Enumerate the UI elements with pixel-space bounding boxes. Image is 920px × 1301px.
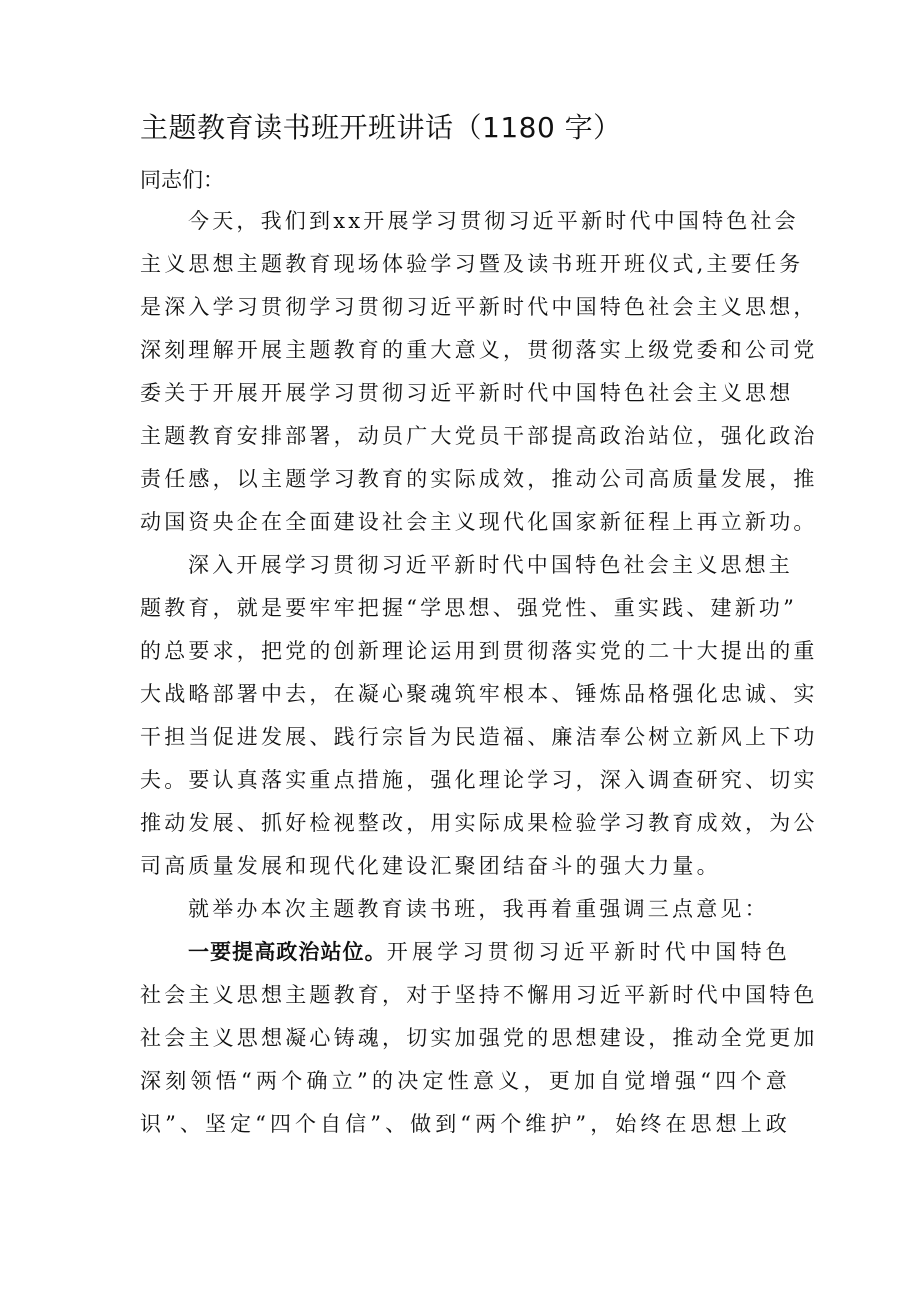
text-line: 深刻理解开展主题教育的重大意义，贯彻落实上级党委和公司党 bbox=[140, 338, 818, 362]
paragraph-4 bbox=[140, 931, 818, 1146]
paragraph-3 bbox=[140, 888, 790, 931]
text-line: 题教育，就是要牢牢把握“学思想、强党性、重实践、建新功” bbox=[140, 596, 798, 620]
text-line bbox=[140, 931, 790, 974]
paragraph-2 bbox=[140, 544, 818, 888]
text-line: 是深入学习贯彻学习贯彻习近平新时代中国特色社会主义思想， bbox=[140, 295, 818, 319]
text-line: 的总要求，把党的创新理论运用到贯彻落实党的二十大提出的重 bbox=[140, 639, 818, 663]
document-title: 主题教育读书班开班讲话（1180 字） bbox=[140, 111, 622, 144]
text-line: 深刻领悟“两个确立”的决定性意义，更加自觉增强“四个意 bbox=[140, 1069, 790, 1093]
paragraph-1 bbox=[140, 200, 818, 544]
text-line: 主义思想主题教育现场体验学习暨及读书班开班仪式,主要任务 bbox=[140, 252, 804, 276]
text-line: 夫。要认真落实重点措施，强化理论学习，深入调查研究、切实 bbox=[140, 768, 818, 792]
text-line: 责任感，以主题学习教育的实际成效，推动公司高质量发展，推 bbox=[140, 467, 818, 491]
text-line: 推动发展、抓好检视整改，用实际成果检验学习教育成效，为公 bbox=[140, 811, 818, 835]
text-line: 今天，我们到xx开展学习贯彻习近平新时代中国特色社会 bbox=[188, 209, 799, 233]
text-line: 社会主义思想凝心铸魂，切实加强党的思想建设，推动全党更加 bbox=[140, 1026, 818, 1050]
text-line: 识”、坚定“四个自信”、做到“两个维护”，始终在思想上政 bbox=[140, 1112, 790, 1136]
text-line: 干担当促进发展、践行宗旨为民造福、廉洁奉公树立新风上下功 bbox=[140, 725, 818, 749]
text-line: 社会主义思想主题教育，对于坚持不懈用习近平新时代中国特色 bbox=[140, 983, 818, 1007]
text-line: 大战略部署中去，在凝心聚魂筑牢根本、锤炼品格强化忠诚、实 bbox=[140, 682, 818, 706]
text-line: 委关于开展开展学习贯彻习近平新时代中国特色社会主义思想 bbox=[140, 381, 794, 405]
salutation: 同志们： bbox=[140, 168, 224, 192]
text-line: 深入开展学习贯彻习近平新时代中国特色社会主义思想主 bbox=[188, 553, 793, 577]
section-heading: 一要提高政治站位。 bbox=[188, 940, 387, 964]
text-line: 动国资央企在全面建设社会主义现代化国家新征程上再立新功。 bbox=[140, 510, 818, 534]
text-span: 开展学习贯彻习近平新时代中国特色 bbox=[386, 940, 791, 964]
text-line: 就举办本次主题教育读书班，我再着重强调三点意见： bbox=[188, 897, 769, 921]
document-body bbox=[140, 200, 818, 1146]
text-line: 主题教育安排部署，动员广大党员干部提高政治站位，强化政治 bbox=[140, 424, 818, 448]
text-line: 司高质量发展和现代化建设汇聚团结奋斗的强大力量。 bbox=[140, 854, 721, 878]
